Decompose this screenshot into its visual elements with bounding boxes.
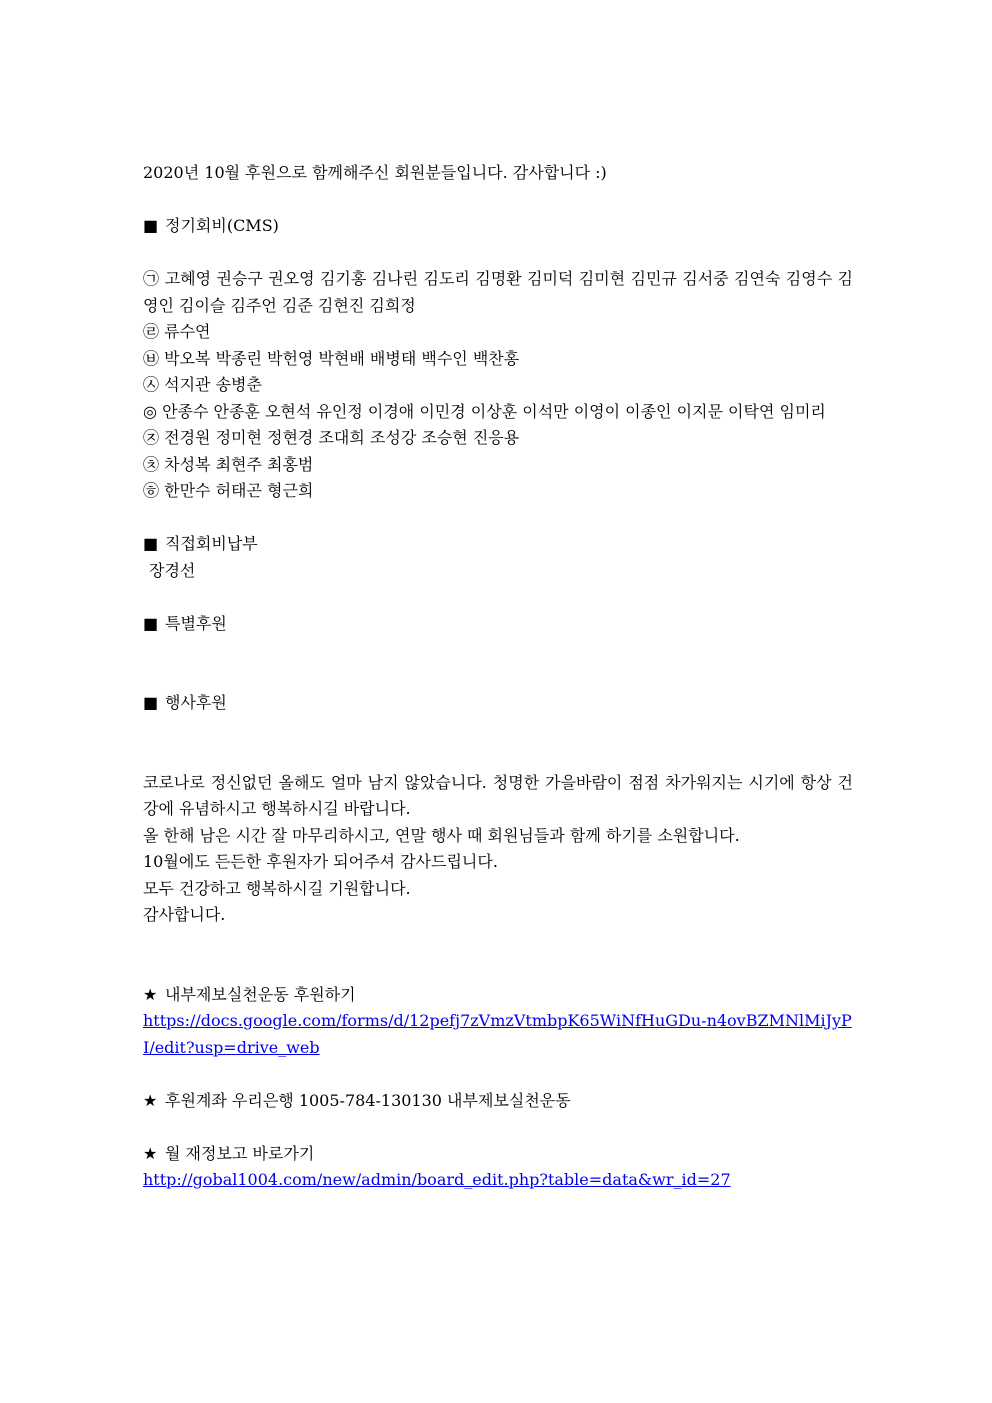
- group-letter: ㉥: [143, 348, 160, 368]
- group-letter: ㉩: [143, 454, 160, 474]
- regular-group-5: [143, 425, 853, 452]
- account-heading: [143, 1088, 853, 1115]
- group-names: 한만수 허태곤 형근희: [164, 481, 314, 500]
- report-heading: [143, 1141, 853, 1168]
- group-names: 박오복 박종린 박헌영 박현배 배병태 백수인 백찬홍: [164, 348, 520, 368]
- donate-link[interactable]: https://docs.google.com/forms/d/12pefj7zVmzVtmbpK65WiNfHuGDu-n4ovBZMNlMiJyPI/edit?usp=drive_web: [143, 1011, 852, 1057]
- message-line-4: 감사합니다.: [143, 905, 226, 924]
- group-names: 석지관 송병춘: [164, 375, 262, 394]
- regular-group-1: [143, 319, 853, 346]
- message-line-3: 모두 건강하고 행복하시길 기원합니다.: [143, 878, 411, 898]
- group-letter: ㉦: [143, 375, 160, 394]
- group-names: 류수연: [164, 322, 211, 341]
- regular-group-3: [143, 372, 853, 399]
- group-letter: ㉣: [143, 322, 160, 341]
- square-bullet-icon: ■: [143, 693, 159, 712]
- special-heading-label: 특별후원: [165, 613, 227, 633]
- regular-group-6: [143, 452, 853, 479]
- message-line-2: 10월에도 든든한 후원자가 되어주셔 감사드립니다.: [143, 852, 498, 871]
- direct-heading-label: 직접회비납부: [165, 534, 258, 553]
- direct-names: 장경선: [149, 560, 196, 580]
- square-bullet-icon: ■: [143, 534, 159, 553]
- group-letter: ㉭: [143, 481, 160, 500]
- star-bullet-icon: ★: [143, 1143, 158, 1163]
- account-label: 후원계좌 우리은행 1005-784-130130 내부제보실천운동: [165, 1090, 571, 1110]
- document-body: [143, 160, 853, 1194]
- event-heading-label: 행사후원: [165, 693, 227, 712]
- event-heading: [143, 690, 853, 717]
- star-bullet-icon: ★: [143, 984, 158, 1004]
- regular-group-2: [143, 346, 853, 373]
- special-heading: [143, 611, 853, 638]
- direct-heading: [143, 531, 853, 558]
- regular-group-0: [143, 266, 853, 319]
- group-names: 전경원 정미현 정현경 조대희 조성강 조승현 진응용: [164, 428, 520, 447]
- group-letter: ◎: [143, 401, 157, 421]
- donate-heading: [143, 982, 853, 1009]
- regular-heading-label: 정기회비(CMS): [165, 216, 279, 235]
- regular-heading: [143, 213, 853, 240]
- square-bullet-icon: ■: [143, 613, 159, 633]
- regular-group-4: [143, 399, 853, 426]
- message-line-1: 올 한해 남은 시간 잘 마무리하시고, 연말 행사 때 회원님들과 함께 하기를 소원합니다.: [143, 825, 740, 845]
- report-link[interactable]: http://gobal1004.com/new/admin/board_edit.php?table=data&wr_id=27: [143, 1170, 731, 1189]
- group-names: 차성복 최현주 최홍범: [164, 454, 314, 474]
- square-bullet-icon: ■: [143, 216, 159, 235]
- star-bullet-icon: ★: [143, 1090, 158, 1110]
- message-line-0: 코로나로 정신없던 올해도 얼마 남지 않았습니다. 청명한 가을바람이 점점 차가워지는 시기에 항상 건강에 유념하시고 행복하시길 바랍니다.: [143, 772, 853, 818]
- intro-text: 2020년 10월 후원으로 함께해주신 회원분들입니다. 감사합니다 :): [143, 163, 607, 182]
- report-label: 월 재정보고 바로가기: [165, 1143, 315, 1163]
- regular-group-7: [143, 478, 853, 505]
- group-letter: ㉨: [143, 428, 160, 447]
- group-letter: ㉠: [143, 269, 160, 288]
- group-names: 안종수 안종훈 오현석 유인정 이경애 이민경 이상훈 이석만 이영이 이종인 이지문 이탁연 임미리: [162, 401, 826, 421]
- group-names: 고혜영 권승구 권오영 김기홍 김나린 김도리 김명환 김미덕 김미현 김민규 김서중 김연숙 김영수 김영인 김이슬 김주언 김준 김현진 김희정: [143, 269, 853, 315]
- donate-label: 내부제보실천운동 후원하기: [165, 984, 356, 1004]
